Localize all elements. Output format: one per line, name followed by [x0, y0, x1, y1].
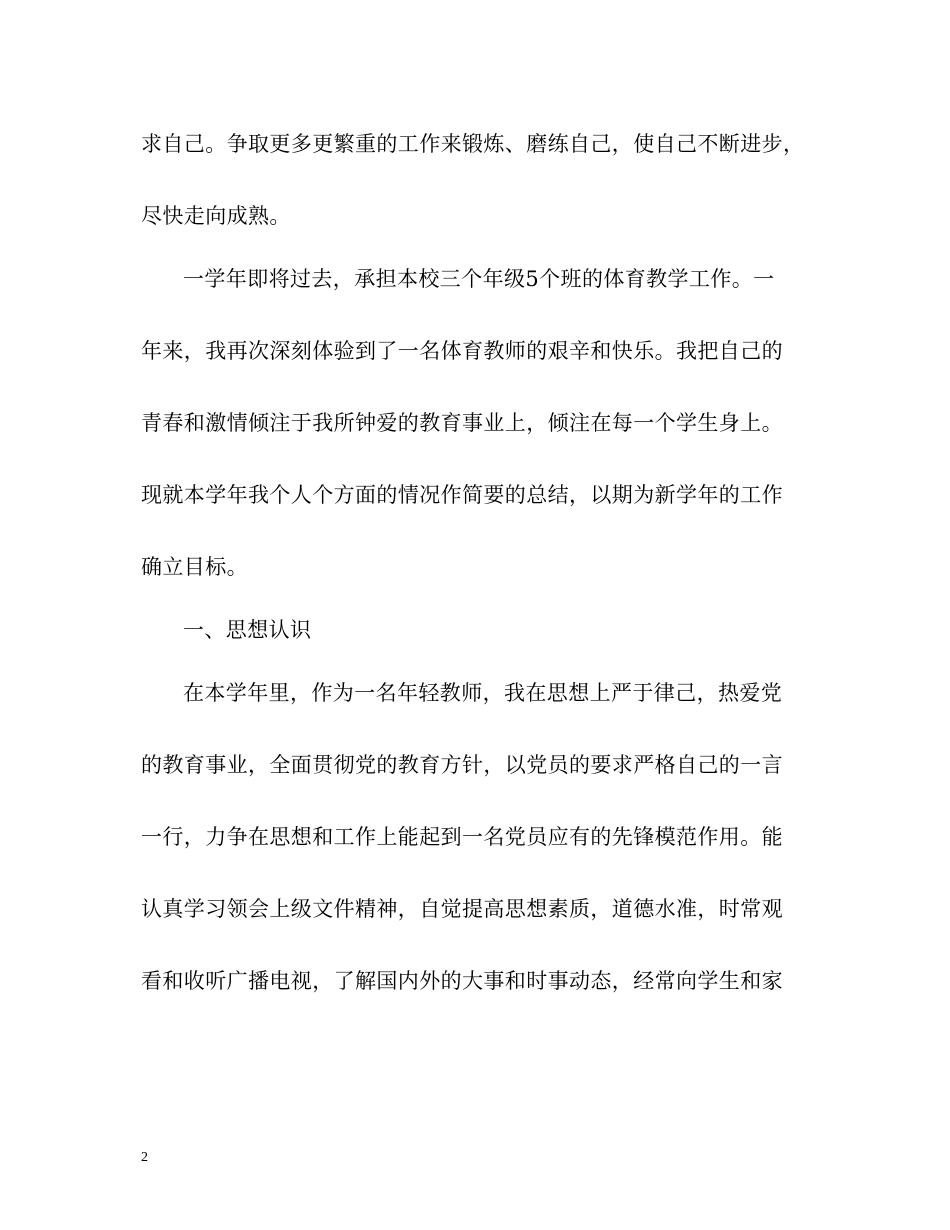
body-text-line: 现就本学年我个人个方面的情况作简要的总结，以期为新学年的工作: [141, 483, 783, 507]
body-text-line: 尽快走向成熟。: [141, 204, 291, 228]
paragraph-start-line: 一学年即将过去，承担本校三个年级5个班的体育教学工作。一: [183, 267, 775, 291]
body-text-line: 青春和激情倾注于我所钟爱的教育事业上，倾注在每一个学生身上。: [141, 411, 783, 435]
body-text-line: 看和收听广播电视，了解国内外的大事和时事动态，经常向学生和家: [141, 969, 783, 993]
page-number: 2: [141, 1150, 148, 1165]
body-text-line: 确立目标。: [141, 555, 248, 579]
body-text-line: 一行，力争在思想和工作上能起到一名党员应有的先锋模范作用。能: [141, 825, 783, 849]
section-heading: 一、思想认识: [183, 618, 312, 642]
body-text-line: 求自己。争取更多更繁重的工作来锻炼、磨练自己，使自己不断进步，: [141, 132, 805, 156]
body-text-line: 年来，我再次深刻体验到了一名体育教师的艰辛和快乐。我把自己的: [141, 339, 783, 363]
paragraph-start-line: 在本学年里，作为一名年轻教师，我在思想上严于律己，热爱党: [183, 681, 783, 705]
body-text-line: 的教育事业，全面贯彻党的教育方针，以党员的要求严格自己的一言: [141, 753, 783, 777]
body-text-line: 认真学习领会上级文件精神，自觉提高思想素质，道德水准，时常观: [141, 897, 783, 921]
